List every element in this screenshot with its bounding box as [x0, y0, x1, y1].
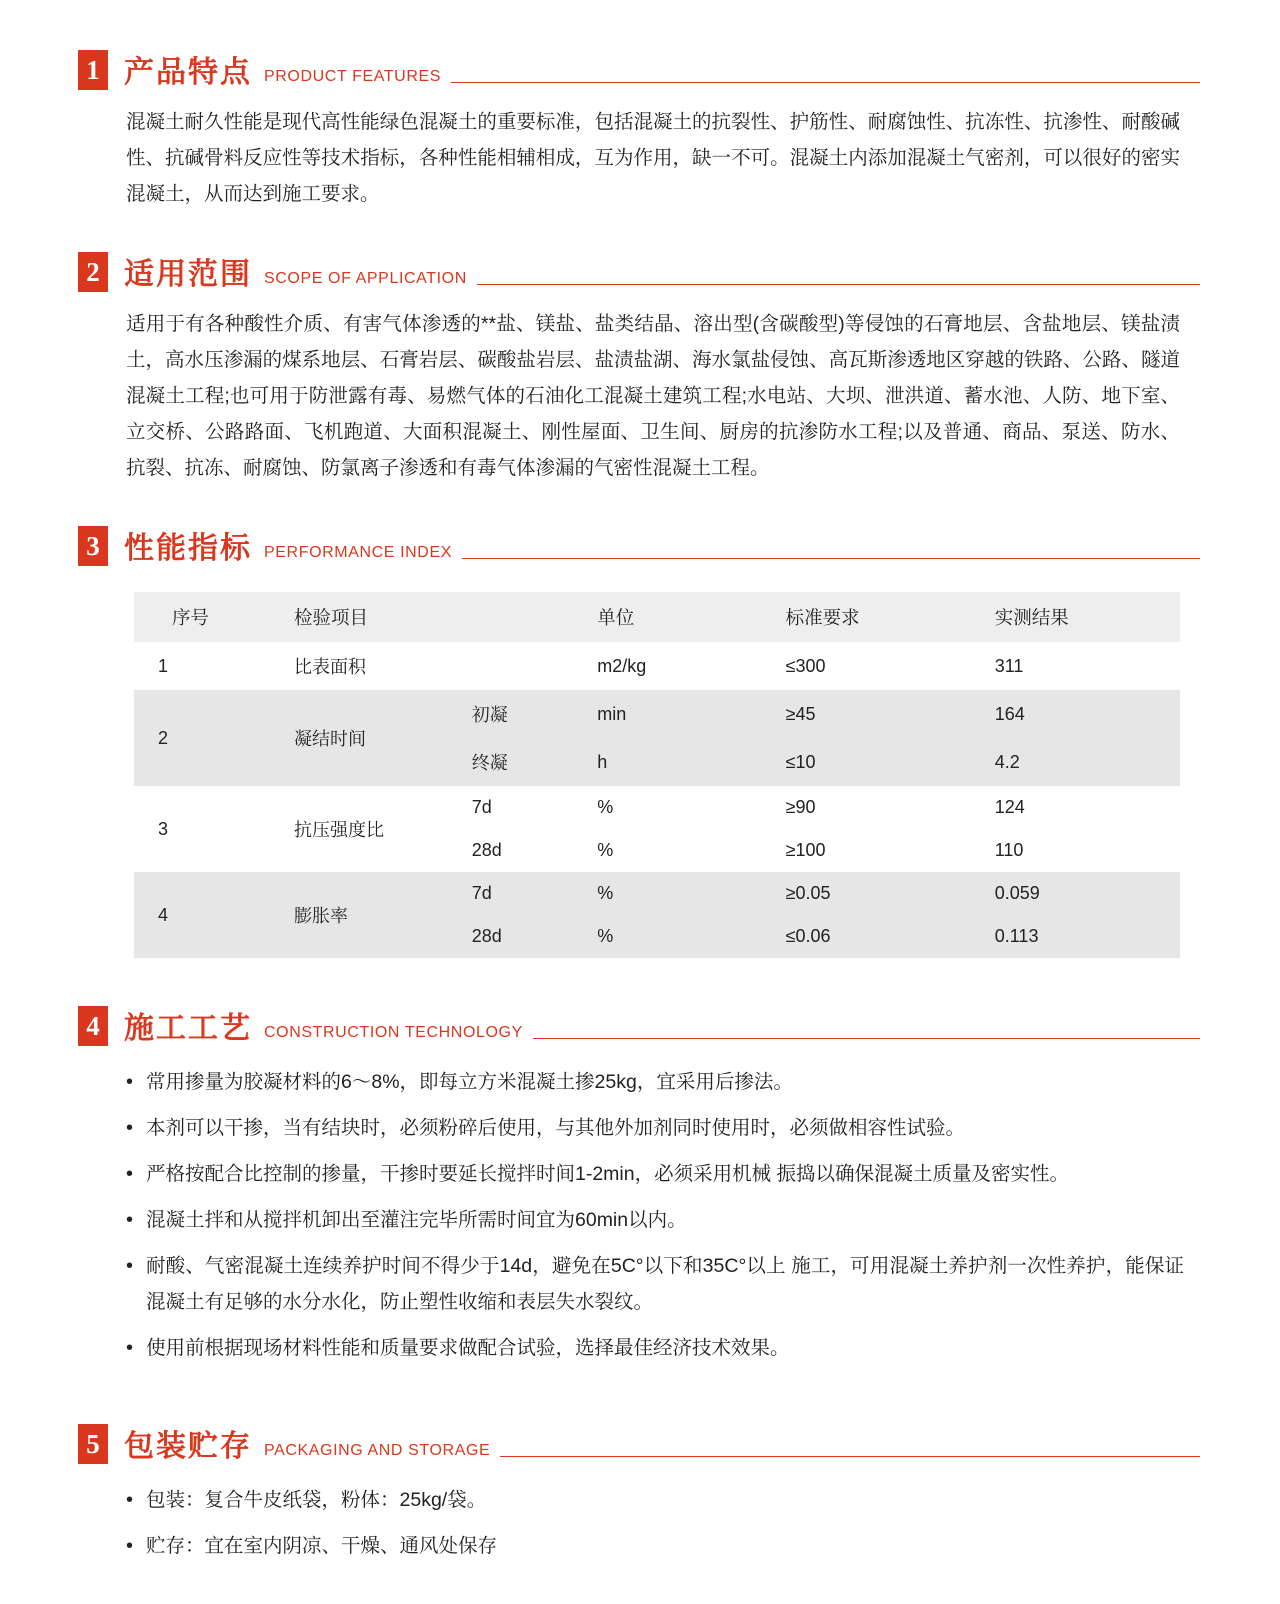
cell-measured: 164: [971, 690, 1180, 738]
cell-unit: m2/kg: [573, 642, 761, 690]
cell-index: 3: [134, 786, 270, 872]
cell-subitem: 初凝: [448, 690, 574, 738]
table-row: [134, 642, 1180, 690]
section-number-badge: 3: [78, 526, 108, 566]
table-row: [134, 690, 1180, 738]
cell-index: 4: [134, 872, 270, 958]
table-header-cell: 实测结果: [971, 592, 1180, 642]
list-item: • 本剂可以干掺，当有结块时，必须粉碎后使用，与其他外加剂同时使用时，必须做相容性试验。: [126, 1110, 1184, 1146]
list-item: • 使用前根据现场材料性能和质量要求做配合试验，选择最佳经济技术效果。: [126, 1330, 1184, 1366]
list-item: • 严格按配合比控制的掺量，干掺时要延长搅拌时间1-2min，必须采用机械 振捣以确保混凝土质量及密实性。: [126, 1156, 1184, 1192]
section-number-badge: 4: [78, 1006, 108, 1046]
cell-standard: ≤300: [762, 642, 971, 690]
section-title-en: PERFORMANCE INDEX: [264, 544, 452, 561]
section-heading-packaging-and-storage: [78, 1418, 1280, 1464]
cell-standard: ≥0.05: [762, 872, 971, 915]
list-item: • 混凝土拌和从搅拌机卸出至灌注完毕所需时间宜为60min以内。: [126, 1202, 1184, 1238]
cell-measured: 4.2: [971, 738, 1180, 786]
cell-unit: %: [573, 829, 761, 872]
product-features-paragraph: 混凝土耐久性能是现代高性能绿色混凝土的重要标准，包括混凝土的抗裂性、护筋性、耐腐蚀性、抗冻性、抗渗性、耐酸碱性、抗碱骨料反应性等技术指标，各种性能相辅相成，互为作用，缺一不可。混凝土内添加混凝土气密剂，可以很好的密实混凝土，从而达到施工要求。: [126, 111, 1180, 205]
cell-standard: ≤10: [762, 738, 971, 786]
section-title-en: CONSTRUCTION TECHNOLOGY: [264, 1024, 523, 1041]
section-title-cn: 适用范围: [124, 258, 252, 291]
cell-unit: min: [573, 690, 761, 738]
packaging-and-storage-list: [126, 1482, 1184, 1564]
section-title-cn: 性能指标: [124, 532, 252, 565]
cell-standard: ≥45: [762, 690, 971, 738]
table-header-cell: 标准要求: [762, 592, 971, 642]
section-title-en: PRODUCT FEATURES: [264, 68, 442, 85]
cell-measured: 311: [971, 642, 1180, 690]
section-divider-rule: [533, 1038, 1200, 1039]
cell-unit: h: [573, 738, 761, 786]
scope-of-application-paragraph: 适用于有各种酸性介质、有害气体渗透的**盐、镁盐、盐类结晶、溶出型(含碳酸型)等侵蚀的石膏地层、含盐地层、镁盐渍土，高水压渗漏的煤系地层、石膏岩层、碳酸盐岩层、盐渍盐湖、海水氯盐侵蚀、高瓦斯渗透地区穿越的铁路、公路、隧道混凝土工程;也可用于防泄露有毒、易燃气体的石油化工混凝土建筑工程;水电站、大坝、泄洪道、蓄水池、人防、地下室、立交桥、公路路面、飞机跑道、大面积混凝土、刚性屋面、卫生间、厨房的抗渗防水工程;以及普通、商品、泵送、防水、抗裂、抗冻、耐腐蚀、防氯离子渗透和有毒气体渗漏的气密性混凝土工程。: [126, 313, 1180, 479]
construction-technology-list: [126, 1064, 1184, 1366]
cell-item: 膨胀率: [270, 872, 448, 958]
table-header-cell: 序号: [134, 592, 270, 642]
cell-subitem: 终凝: [448, 738, 574, 786]
section-heading-construction-technology: [78, 1000, 1280, 1046]
performance-index-table: [134, 592, 1180, 958]
list-item: • 贮存：宜在室内阴凉、干燥、通风处保存: [126, 1528, 1184, 1564]
section-divider-rule: [462, 558, 1200, 559]
list-item: • 包装：复合牛皮纸袋，粉体：25kg/袋。: [126, 1482, 1184, 1518]
section-divider-rule: [451, 82, 1200, 83]
cell-unit: %: [573, 786, 761, 829]
cell-standard: ≤0.06: [762, 915, 971, 958]
cell-item: 比表面积: [270, 642, 573, 690]
cell-index: 2: [134, 690, 270, 786]
cell-item: 抗压强度比: [270, 786, 448, 872]
cell-measured: 110: [971, 829, 1180, 872]
cell-measured: 0.059: [971, 872, 1180, 915]
table-header-row: [134, 592, 1180, 642]
cell-standard: ≥100: [762, 829, 971, 872]
cell-item: 凝结时间: [270, 690, 448, 786]
table-header-cell: 单位: [573, 592, 761, 642]
cell-subitem: 7d: [448, 786, 574, 829]
section-heading-scope-of-application: [78, 246, 1280, 292]
section-divider-rule: [477, 284, 1200, 285]
section-number-badge: 1: [78, 50, 108, 90]
table-row: [134, 786, 1180, 829]
cell-subitem: 7d: [448, 872, 574, 915]
table-row: [134, 872, 1180, 915]
cell-unit: %: [573, 915, 761, 958]
section-title-en: PACKAGING AND STORAGE: [264, 1442, 491, 1459]
list-item: • 耐酸、气密混凝土连续养护时间不得少于14d，避免在5C°以下和35C°以上 施工，可用混凝土养护剂一次性养护，能保证混凝土有足够的水分水化，防止塑性收缩和表层失水裂纹。: [126, 1248, 1184, 1320]
list-item: • 常用掺量为胶凝材料的6～8%，即每立方米混凝土掺25kg，宜采用后掺法。: [126, 1064, 1184, 1100]
cell-subitem: 28d: [448, 915, 574, 958]
cell-unit: %: [573, 872, 761, 915]
cell-standard: ≥90: [762, 786, 971, 829]
performance-index-table-wrapper: [134, 592, 1180, 958]
section-divider-rule: [500, 1456, 1200, 1457]
section-heading-performance-index: [78, 520, 1280, 566]
section-title-cn: 产品特点: [124, 56, 252, 89]
section-title-en: SCOPE OF APPLICATION: [264, 270, 467, 287]
cell-subitem: 28d: [448, 829, 574, 872]
table-header-cell: 检验项目: [270, 592, 573, 642]
cell-measured: 0.113: [971, 915, 1180, 958]
section-title-cn: 施工工艺: [124, 1012, 252, 1045]
cell-index: 1: [134, 642, 270, 690]
section-number-badge: 5: [78, 1424, 108, 1464]
section-number-badge: 2: [78, 252, 108, 292]
cell-measured: 124: [971, 786, 1180, 829]
section-title-cn: 包装贮存: [124, 1430, 252, 1463]
section-heading-product-features: [78, 44, 1280, 90]
